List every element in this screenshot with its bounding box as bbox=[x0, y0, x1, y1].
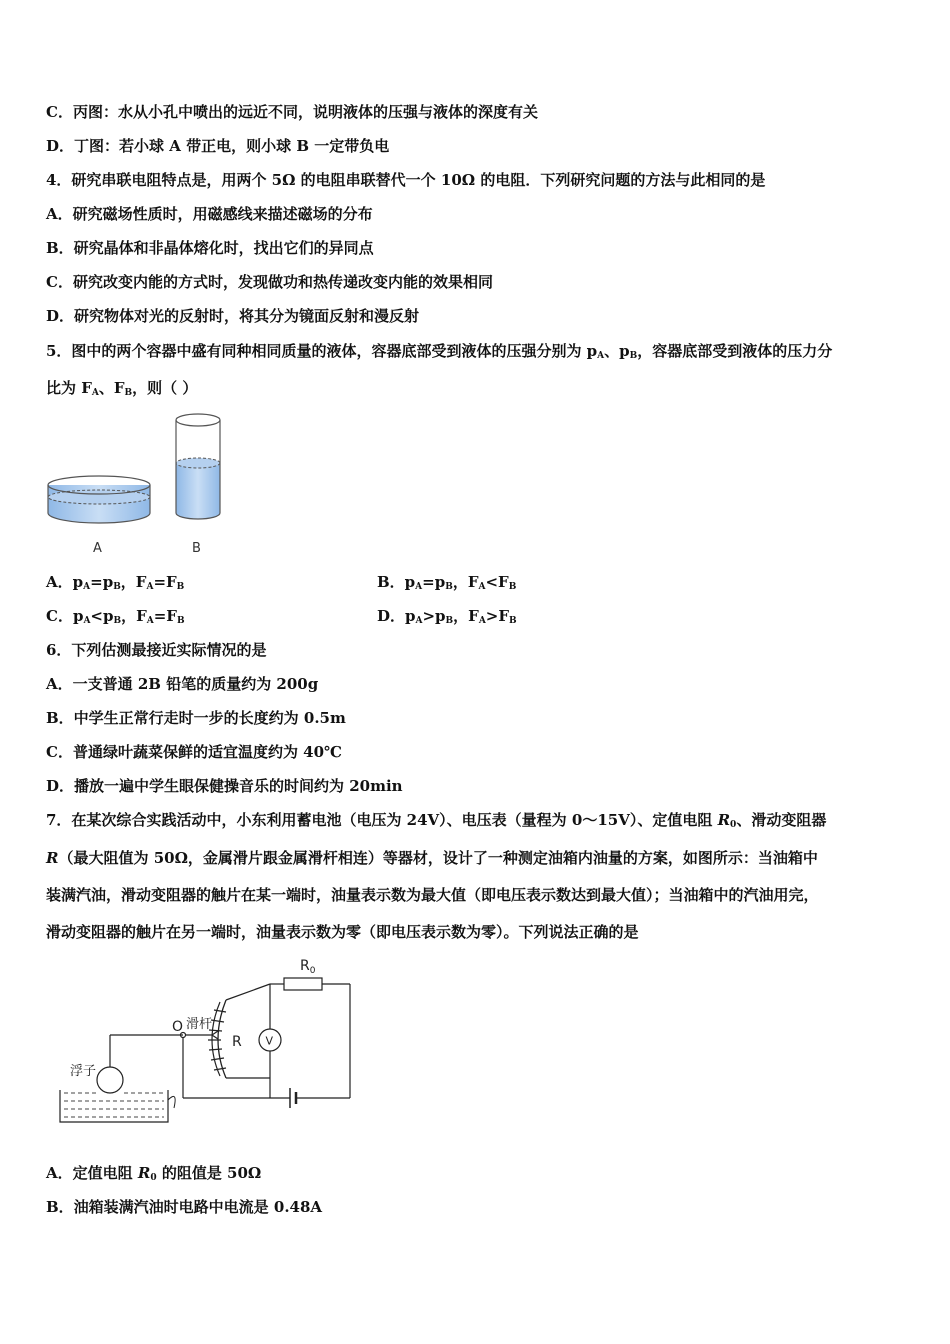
q7-stem-line3: 装满汽油，滑动变阻器的触片在某一端时，油量表示数为最大值（即电压表示数达到最大值）；当油箱中的汽油用完， bbox=[46, 886, 819, 904]
q5-stem-line2: 比为 $F_A$、$F_B$，则（ ） bbox=[46, 379, 198, 398]
r0-resistor bbox=[284, 978, 322, 990]
container-b-label: B bbox=[192, 541, 201, 556]
q6-option-b: B．中学生正常行走时一步的长度约为 0.5m bbox=[46, 709, 346, 727]
container-b bbox=[176, 414, 220, 519]
o-label: O bbox=[172, 1019, 184, 1035]
float bbox=[97, 1067, 123, 1093]
q5-option-c: C．$p_A<p_B$，$F_A=F_B$ bbox=[46, 607, 185, 626]
float-label: 浮子 bbox=[70, 1064, 97, 1079]
q4-option-d: D．研究物体对光的反射时，将其分为镜面反射和漫反射 bbox=[46, 307, 420, 325]
q6-option-a: A．一支普通 2B 铅笔的质量约为 200g bbox=[46, 675, 319, 693]
q3-option-c: C．丙图：水从小孔中喷出的远近不同，说明液体的压强与液体的深度有关 bbox=[46, 103, 538, 121]
q4-stem: 4．研究串联电阻特点是，用两个 5Ω 的电阻串联替代一个 10Ω 的电阻．下列研究问题的方法与此相同的是 bbox=[46, 171, 766, 189]
r0-label: $R_0$ bbox=[300, 958, 316, 976]
q6-option-d: D．播放一遍中学生眼保健操音乐的时间约为 20min bbox=[46, 777, 403, 795]
q7-stem-line1: 7．在某次综合实践活动中，小东利用蓄电池（电压为 24V）、电压表（量程为 0～15V）、定值电阻 $R_0$、滑动变阻器 bbox=[46, 811, 827, 830]
slider-label: 滑杆 bbox=[186, 1017, 213, 1032]
q5-stem-line1: 5．图中的两个容器中盛有同种相同质量的液体，容器底部受到液体的压强分别为 $p_A$、$p_B$，容器底部受到液体的压力分 bbox=[46, 342, 833, 361]
oil-gauge-circuit-figure bbox=[50, 950, 360, 1130]
q5-option-d: D．$p_A>p_B$，$F_A>F_B$ bbox=[377, 607, 517, 626]
q6-option-c: C．普通绿叶蔬菜保鲜的适宜温度约为 40℃ bbox=[46, 743, 343, 761]
container-a bbox=[48, 476, 150, 523]
q7-option-a: A．定值电阻 $R_0$ 的阻值是 50Ω bbox=[46, 1164, 262, 1183]
q7-stem-line4: 滑动变阻器的触片在另一端时，油量表示数为零（即电压表示数为零）。下列说法正确的是 bbox=[46, 923, 639, 941]
q7-option-b: B．油箱装满汽油时电路中电流是 0.48A bbox=[46, 1198, 323, 1216]
q4-option-c: C．研究改变内能的方式时，发现做功和热传递改变内能的效果相同 bbox=[46, 273, 493, 291]
containers-figure bbox=[40, 405, 240, 560]
container-a-label: A bbox=[93, 541, 102, 556]
q4-option-a: A．研究磁场性质时，用磁感线来描述磁场的分布 bbox=[46, 205, 373, 223]
q6-stem: 6．下列估测最接近实际情况的是 bbox=[46, 641, 267, 659]
voltmeter-label: V bbox=[265, 1034, 274, 1048]
q7-stem-line2: R（最大阻值为 50Ω，金属滑片跟金属滑杆相连）等器材，设计了一种测定油箱内油量的方案，如图所示：当油箱中 bbox=[46, 849, 818, 867]
oil-level bbox=[64, 1093, 164, 1117]
r-label: R bbox=[232, 1034, 242, 1050]
q3-option-d: D．丁图：若小球 A 带正电，则小球 B 一定带负电 bbox=[46, 137, 390, 155]
q4-option-b: B．研究晶体和非晶体熔化时，找出它们的异同点 bbox=[46, 239, 374, 257]
q5-option-a: A．$p_A=p_B$，$F_A=F_B$ bbox=[46, 573, 185, 592]
q5-option-b: B．$p_A=p_B$，$F_A<F_B$ bbox=[377, 573, 517, 592]
